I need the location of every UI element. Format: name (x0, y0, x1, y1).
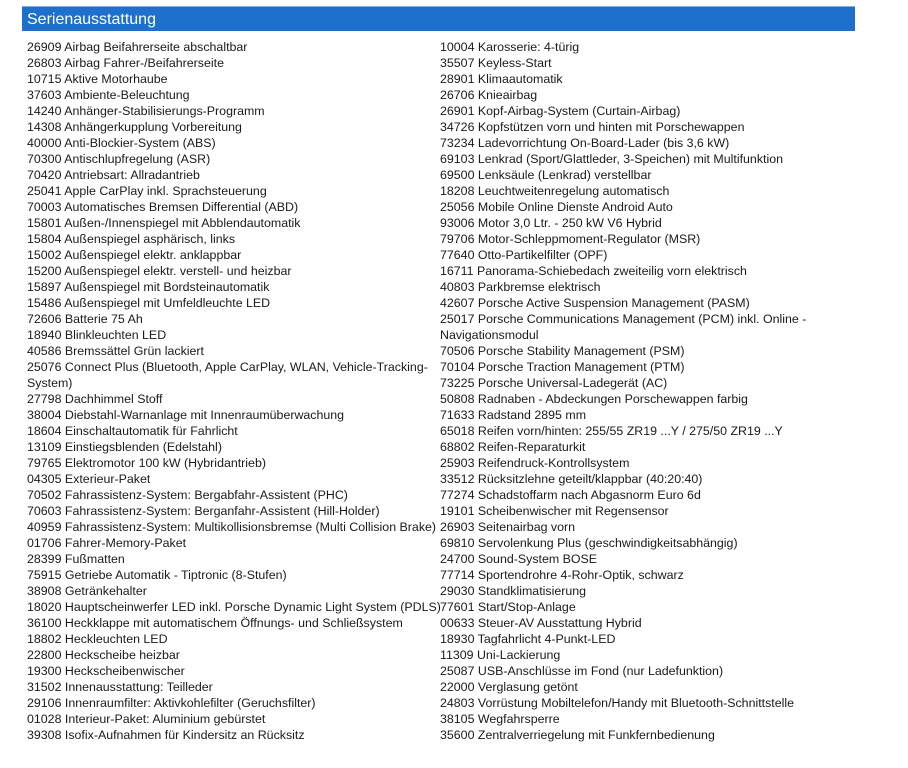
equipment-item (27, 503, 427, 519)
equipment-item (27, 39, 427, 55)
equipment-item (440, 519, 840, 535)
equipment-item (440, 455, 840, 471)
equipment-item-text: 69103 Lenkrad (Sport/Glattleder, 3-Speichen) mit Multifunktion (440, 152, 783, 166)
equipment-item (440, 535, 840, 551)
equipment-item-text: 18020 Hauptscheinwerfer LED inkl. Porsche Dynamic Light System (PDLS) (27, 600, 441, 614)
equipment-item-text: 70300 Antischlupfregelung (ASR) (27, 152, 211, 166)
equipment-item (27, 343, 427, 359)
equipment-item-text: 31502 Innenausstattung: Teilleder (27, 680, 213, 694)
equipment-item (440, 695, 840, 711)
equipment-item-text: 72606 Batterie 75 Ah (27, 312, 143, 326)
equipment-item-text: 65018 Reifen vorn/hinten: 255/55 ZR19 ...Y / 275/50 ZR19 ...Y (440, 424, 783, 438)
equipment-item (440, 87, 840, 103)
equipment-item (440, 215, 840, 231)
equipment-item-text: 37603 Ambiente-Beleuchtung (27, 88, 190, 102)
equipment-item (27, 519, 437, 535)
equipment-item-continuation: Navigationsmodul (440, 328, 539, 342)
equipment-item-text: 26706 Knieairbag (440, 88, 538, 102)
equipment-item-text: 22800 Heckscheibe heizbar (27, 648, 180, 662)
equipment-item-text: 38004 Diebstahl-Warnanlage mit Innenraumüberwachung (27, 408, 345, 422)
equipment-item-text: 38908 Getränkehalter (27, 584, 147, 598)
equipment-item-text: 36100 Heckklappe mit automatischem Öffnungs- und Schließsystem (27, 616, 403, 630)
equipment-item-text: 25056 Mobile Online Dienste Android Auto (440, 200, 673, 214)
equipment-item-text: 24803 Vorrüstung Mobiltelefon/Handy mit Bluetooth-Schnittstelle (440, 696, 795, 710)
equipment-item-text: 40959 Fahrassistenz-System: Multikollisionsbremse (Multi Collision Brake) (27, 520, 437, 534)
equipment-item-text: 77714 Sportendrohre 4-Rohr-Optik, schwarz (440, 568, 684, 582)
equipment-item (27, 471, 427, 487)
equipment-item-text: 18802 Heckleuchten LED (27, 632, 168, 646)
equipment-item-text: 79765 Elektromotor 100 kW (Hybridantrieb) (27, 456, 266, 470)
equipment-item-text: 70506 Porsche Stability Management (PSM) (440, 344, 685, 358)
equipment-item (440, 423, 840, 439)
equipment-item (27, 455, 427, 471)
equipment-item-text: 35600 Zentralverriegelung mit Funkfernbedienung (440, 728, 715, 742)
equipment-item-text: 70420 Antriebsart: Allradantrieb (27, 168, 200, 182)
equipment-item-text: 25076 Connect Plus (Bluetooth, Apple CarPlay, WLAN, Vehicle-Tracking- (27, 360, 428, 374)
equipment-item (27, 615, 427, 631)
equipment-item (440, 599, 840, 615)
equipment-item-text: 26909 Airbag Beifahrerseite abschaltbar (27, 40, 248, 54)
equipment-item-text: 77274 Schadstoffarm nach Abgasnorm Euro 6d (440, 488, 701, 502)
equipment-item (440, 359, 840, 375)
equipment-item (440, 583, 840, 599)
equipment-item-text: 71633 Radstand 2895 mm (440, 408, 587, 422)
equipment-item-text: 15002 Außenspiegel elektr. anklappbar (27, 248, 242, 262)
equipment-item (440, 55, 840, 71)
equipment-item (27, 135, 427, 151)
equipment-item-text: 73225 Porsche Universal-Ladegerät (AC) (440, 376, 668, 390)
equipment-item-text: 18208 Leuchtweitenregelung automatisch (440, 184, 670, 198)
equipment-item (27, 583, 427, 599)
equipment-item (440, 295, 840, 311)
equipment-item-text: 13109 Einstiegsblenden (Edelstahl) (27, 440, 222, 454)
equipment-item-text: 01028 Interieur-Paket: Aluminium gebürstet (27, 712, 266, 726)
equipment-item-text: 04305 Exterieur-Paket (27, 472, 151, 486)
equipment-item (440, 183, 840, 199)
equipment-item-text: 19101 Scheibenwischer mit Regensensor (440, 504, 669, 518)
equipment-item (440, 487, 840, 503)
equipment-item (27, 599, 441, 615)
equipment-list-left (27, 39, 441, 743)
equipment-item (27, 215, 427, 231)
equipment-item-text: 93006 Motor 3,0 Ltr. - 250 kW V6 Hybrid (440, 216, 662, 230)
equipment-item (440, 39, 840, 55)
equipment-item (27, 295, 427, 311)
equipment-item (440, 439, 840, 455)
equipment-item-text: 25903 Reifendruck-Kontrollsystem (440, 456, 630, 470)
section-header (22, 6, 855, 31)
equipment-item-text: 73234 Ladevorrichtung On-Board-Lader (bis 3,6 kW) (440, 136, 730, 150)
equipment-item-text: 68802 Reifen-Reparaturkit (440, 440, 586, 454)
equipment-item (27, 535, 427, 551)
section-title: Serienausstattung (27, 11, 156, 28)
equipment-item (27, 327, 427, 343)
equipment-item (440, 567, 840, 583)
equipment-item-text: 27798 Dachhimmel Stoff (27, 392, 163, 406)
equipment-item (440, 279, 840, 295)
equipment-item-text: 15801 Außen-/Innenspiegel mit Abblendautomatik (27, 216, 301, 230)
equipment-item-text: 19300 Heckscheibenwischer (27, 664, 185, 678)
equipment-item-text: 10715 Aktive Motorhaube (27, 72, 168, 86)
equipment-item-text: 16711 Panorama-Schiebedach zweiteilig vorn elektrisch (440, 264, 747, 278)
equipment-item (440, 391, 840, 407)
equipment-item (440, 375, 840, 391)
equipment-item-text: 00633 Steuer-AV Ausstattung Hybrid (440, 616, 642, 630)
equipment-item (440, 551, 840, 567)
equipment-item (27, 631, 427, 647)
equipment-item (440, 263, 840, 279)
equipment-item (440, 119, 840, 135)
equipment-item (27, 487, 427, 503)
equipment-item (440, 311, 840, 343)
equipment-item-text: 70603 Fahrassistenz-System: Berganfahr-Assistent (Hill-Holder) (27, 504, 380, 518)
equipment-item-text: 15200 Außenspiegel elektr. verstell- und heizbar (27, 264, 292, 278)
equipment-item (440, 231, 840, 247)
equipment-item-text: 79706 Motor-Schleppmoment-Regulator (MSR) (440, 232, 701, 246)
equipment-item (440, 471, 840, 487)
equipment-item-text: 25087 USB-Anschlüsse im Fond (nur Ladefunktion) (440, 664, 724, 678)
equipment-item-text: 18940 Blinkleuchten LED (27, 328, 167, 342)
equipment-item (27, 551, 427, 567)
equipment-item (27, 279, 427, 295)
equipment-item (27, 407, 427, 423)
equipment-item (440, 647, 840, 663)
equipment-item-text: 40586 Bremssättel Grün lackiert (27, 344, 204, 358)
equipment-item (27, 119, 427, 135)
equipment-item-text: 70104 Porsche Traction Management (PTM) (440, 360, 685, 374)
equipment-item-text: 22000 Verglasung getönt (440, 680, 578, 694)
equipment-item-text: 50808 Radnaben - Abdeckungen Porschewappen farbig (440, 392, 748, 406)
equipment-item (27, 359, 427, 391)
equipment-item (27, 567, 427, 583)
equipment-item-text: 42607 Porsche Active Suspension Management (PASM) (440, 296, 750, 310)
equipment-item (27, 647, 427, 663)
equipment-item-text: 26901 Kopf-Airbag-System (Curtain-Airbag) (440, 104, 681, 118)
equipment-item-text: 69500 Lenksäule (Lenkrad) verstellbar (440, 168, 652, 182)
equipment-item-text: 15897 Außenspiegel mit Bordsteinautomatik (27, 280, 270, 294)
equipment-item (440, 247, 840, 263)
equipment-item-text: 77640 Otto-Partikelfilter (OPF) (440, 248, 608, 262)
equipment-item (27, 439, 427, 455)
equipment-item (440, 679, 840, 695)
equipment-item (440, 503, 840, 519)
equipment-item (27, 55, 427, 71)
equipment-item-text: 14308 Anhängerkupplung Vorbereitung (27, 120, 242, 134)
equipment-item (27, 199, 427, 215)
equipment-item (27, 87, 427, 103)
equipment-item-text: 70003 Automatisches Bremsen Differential (ABD) (27, 200, 299, 214)
equipment-item (27, 695, 427, 711)
equipment-item (440, 151, 840, 167)
equipment-item (440, 135, 840, 151)
equipment-item (440, 407, 840, 423)
equipment-item (440, 167, 840, 183)
equipment-item (440, 103, 840, 119)
equipment-item-text: 15486 Außenspiegel mit Umfeldleuchte LED (27, 296, 271, 310)
equipment-item-text: 70502 Fahrassistenz-System: Bergabfahr-Assistent (PHC) (27, 488, 348, 502)
equipment-item (440, 663, 840, 679)
equipment-item (27, 663, 427, 679)
equipment-item (27, 311, 427, 327)
equipment-item-text: 29106 Innenraumfilter: Aktivkohlefilter (Geruchsfilter) (27, 696, 316, 710)
equipment-item-text: 28901 Klimaautomatik (440, 72, 563, 86)
equipment-item-text: 15804 Außenspiegel asphärisch, links (27, 232, 236, 246)
equipment-item-text: 26903 Seitenairbag vorn (440, 520, 576, 534)
equipment-item-text: 35507 Keyless-Start (440, 56, 552, 70)
equipment-item-text: 69810 Servolenkung Plus (geschwindigkeitsabhängig) (440, 536, 738, 550)
equipment-item-text: 25041 Apple CarPlay inkl. Sprachsteuerung (27, 184, 267, 198)
equipment-item (27, 711, 427, 727)
equipment-item-text: 28399 Fußmatten (27, 552, 125, 566)
equipment-item-text: 14240 Anhänger-Stabilisierungs-Programm (27, 104, 265, 118)
equipment-item (440, 711, 840, 727)
equipment-item-text: 75915 Getriebe Automatik - Tiptronic (8-Stufen) (27, 568, 287, 582)
equipment-item-text: 25017 Porsche Communications Management (PCM) inkl. Online - (440, 312, 807, 326)
equipment-item (27, 151, 427, 167)
equipment-item-text: 38105 Wegfahrsperre (440, 712, 560, 726)
equipment-item-text: 40000 Anti-Blockier-System (ABS) (27, 136, 216, 150)
equipment-list-right (440, 39, 840, 743)
equipment-item-text: 01706 Fahrer-Memory-Paket (27, 536, 187, 550)
equipment-item (27, 423, 427, 439)
equipment-item-text: 40803 Parkbremse elektrisch (440, 280, 601, 294)
equipment-item (27, 391, 427, 407)
equipment-item (440, 631, 840, 647)
equipment-item (27, 263, 427, 279)
equipment-item (440, 343, 840, 359)
equipment-item-text: 77601 Start/Stop-Anlage (440, 600, 576, 614)
equipment-item (440, 199, 840, 215)
equipment-item (27, 727, 427, 743)
equipment-item (27, 231, 427, 247)
equipment-item-text: 26803 Airbag Fahrer-/Beifahrerseite (27, 56, 224, 70)
equipment-item-text: 11309 Uni-Lackierung (440, 648, 561, 662)
equipment-item (27, 167, 427, 183)
equipment-item (440, 71, 840, 87)
equipment-item (27, 679, 427, 695)
equipment-item-continuation: System) (27, 376, 73, 390)
equipment-item (27, 247, 427, 263)
equipment-item (440, 615, 840, 631)
equipment-item (27, 103, 427, 119)
equipment-item-text: 39308 Isofix-Aufnahmen für Kindersitz an Rücksitz (27, 728, 305, 742)
equipment-item-text: 10004 Karosserie: 4-türig (440, 40, 580, 54)
equipment-item-text: 18930 Tagfahrlicht 4-Punkt-LED (440, 632, 616, 646)
equipment-item-text: 33512 Rücksitzlehne geteilt/klappbar (40:20:40) (440, 472, 703, 486)
equipment-item (440, 727, 840, 743)
equipment-item (27, 183, 427, 199)
equipment-item-text: 18604 Einschaltautomatik für Fahrlicht (27, 424, 238, 438)
equipment-item-text: 24700 Sound-System BOSE (440, 552, 598, 566)
equipment-item (27, 71, 427, 87)
equipment-item-text: 29030 Standklimatisierung (440, 584, 587, 598)
equipment-item-text: 34726 Kopfstützen vorn und hinten mit Porschewappen (440, 120, 745, 134)
